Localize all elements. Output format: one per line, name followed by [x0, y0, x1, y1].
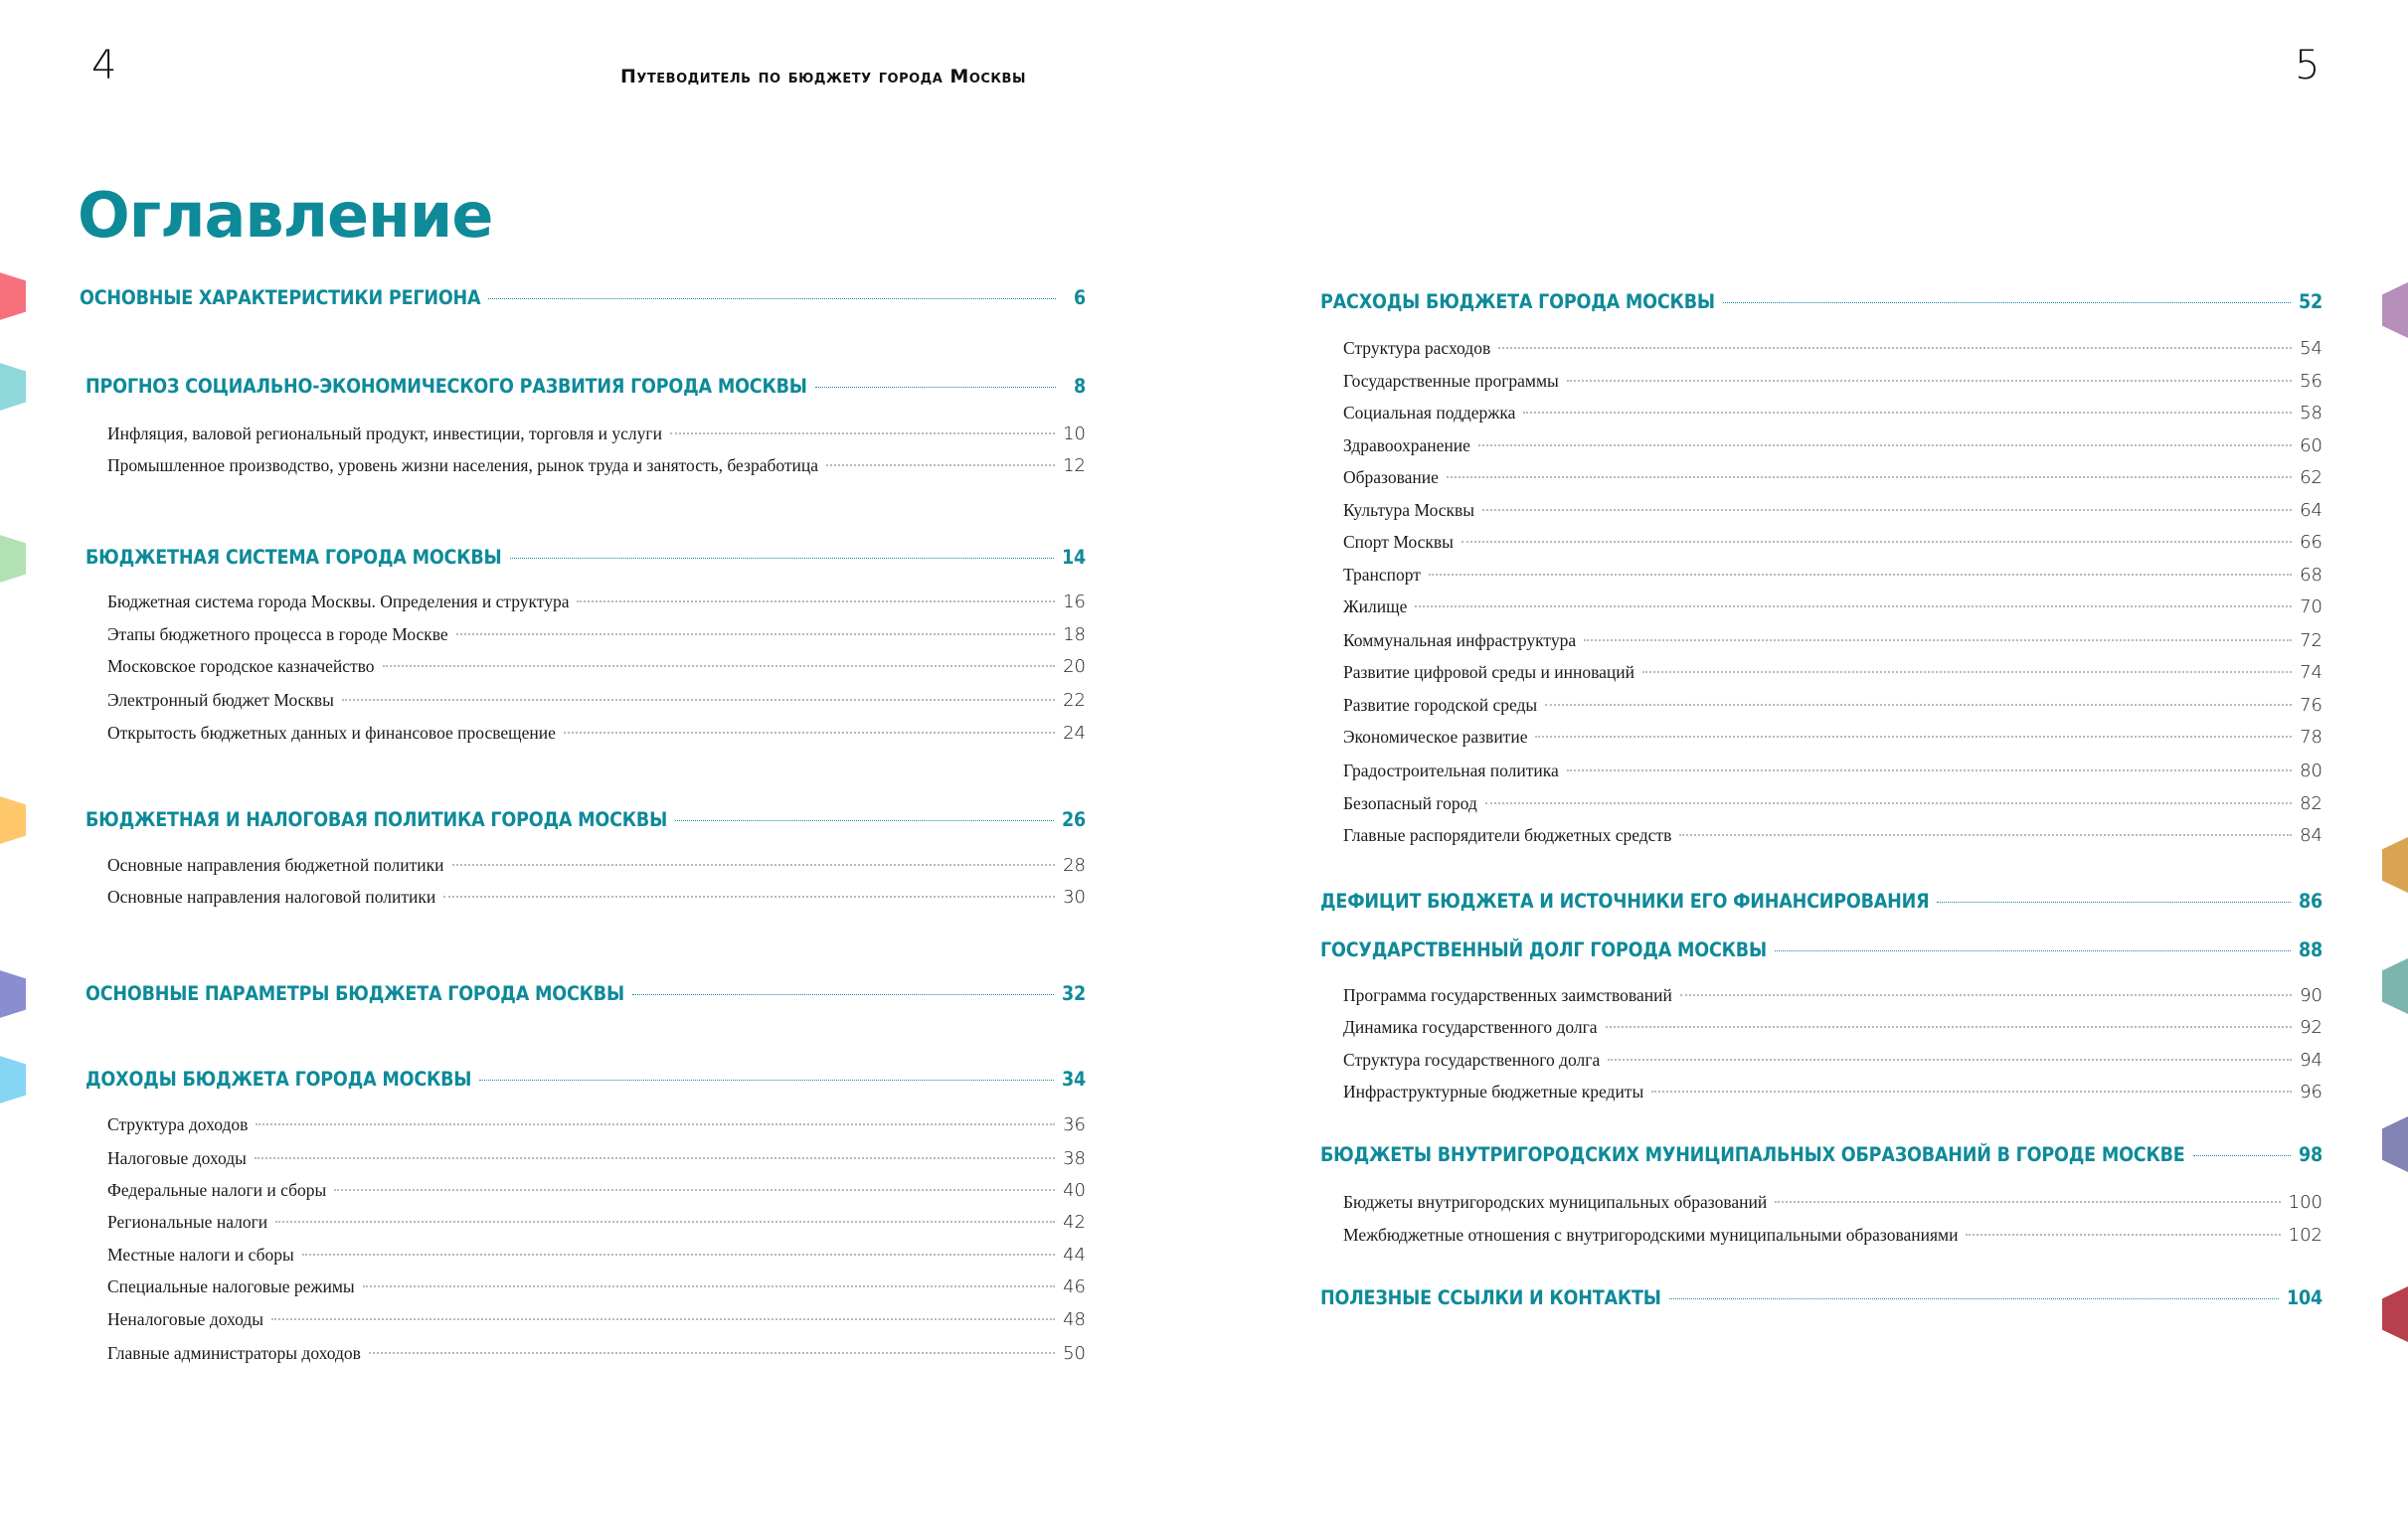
- toc-entry-label: Специальные налоговые режимы: [107, 1276, 355, 1296]
- dot-leader: [564, 732, 1055, 734]
- toc-entry-label: Налоговые доходы: [107, 1148, 247, 1168]
- dot-leader: [1606, 1026, 2293, 1028]
- toc-entry-link[interactable]: [1343, 596, 2322, 626]
- toc-entry-label: Коммунальная инфраструктура: [1343, 630, 1577, 650]
- section-tab-hexagon-icon: [0, 359, 26, 415]
- dot-leader: [1482, 509, 2292, 511]
- toc-page-number: 60: [2300, 435, 2322, 456]
- toc-entry-link[interactable]: [1343, 630, 2322, 660]
- toc-page-number: 8: [1073, 375, 1086, 398]
- toc-entry-link[interactable]: [1343, 695, 2322, 725]
- dot-leader: [1651, 1091, 2292, 1093]
- dot-leader: [1523, 412, 2292, 414]
- toc-entry-label: Этапы бюджетного процесса в городе Москве: [107, 624, 448, 644]
- toc-page-number: 80: [2300, 761, 2322, 781]
- toc-page-number: 48: [1063, 1309, 1086, 1330]
- toc-entry-link[interactable]: [1343, 1050, 2322, 1080]
- dot-leader: [1415, 605, 2292, 607]
- toc-entry-label: Градостроительная политика: [1343, 761, 1559, 780]
- toc-entry-label: Государственные программы: [1343, 371, 1559, 391]
- toc-page-number: 14: [1061, 546, 1086, 569]
- toc-entry-link[interactable]: [1343, 727, 2322, 757]
- toc-entry-label: Инфляция, валовой региональный продукт, инвестиции, торговля и услуги: [107, 424, 662, 443]
- toc-page-number: 50: [1063, 1343, 1086, 1364]
- dot-leader: [1545, 704, 2292, 706]
- toc-page-number: 78: [2300, 727, 2322, 748]
- dot-leader: [1642, 671, 2292, 673]
- dot-leader: [271, 1318, 1055, 1320]
- toc-heading-link[interactable]: [1320, 1143, 2322, 1173]
- dot-leader: [256, 1123, 1055, 1125]
- toc-page-number: 26: [1061, 808, 1086, 831]
- dot-leader: [1608, 1059, 2292, 1061]
- dot-leader: [302, 1254, 1055, 1256]
- toc-entry-link[interactable]: [1343, 1225, 2322, 1255]
- toc-entry-label: Бюджетная система города Москвы. Определения и структура: [107, 592, 570, 611]
- toc-entry-link[interactable]: [107, 1276, 1086, 1306]
- dot-leader: [1669, 1298, 2279, 1299]
- dot-leader: [452, 864, 1056, 866]
- toc-heading-link[interactable]: [86, 546, 1086, 576]
- section-tab-hexagon-icon: [0, 268, 26, 324]
- toc-page-number: 62: [2300, 467, 2322, 488]
- toc-entry-label: Жилище: [1343, 596, 1408, 616]
- dot-leader: [1567, 380, 2292, 382]
- toc-entry-link[interactable]: [1343, 793, 2322, 823]
- toc-entry-link[interactable]: [107, 1245, 1086, 1274]
- toc-page-number: 104: [2286, 1286, 2322, 1309]
- dot-leader: [383, 665, 1056, 667]
- toc-entry-label: Основные направления налоговой политики: [107, 887, 436, 907]
- toc-page-number: 38: [1063, 1148, 1086, 1169]
- toc-heading-label: ОСНОВНЫЕ ХАРАКТЕРИСТИКИ РЕГИОНА: [80, 286, 481, 309]
- toc-heading-label: ДЕФИЦИТ БЮДЖЕТА И ИСТОЧНИКИ ЕГО ФИНАНСИРОВАНИЯ: [1320, 890, 1930, 913]
- toc-entry-link[interactable]: [107, 1343, 1086, 1373]
- toc-entry-link[interactable]: [107, 887, 1086, 917]
- toc-title: Оглавление: [78, 179, 493, 252]
- toc-entry-label: Региональные налоги: [107, 1212, 268, 1232]
- toc-entry-link[interactable]: [1343, 338, 2322, 368]
- toc-page-number: 72: [2300, 630, 2322, 651]
- toc-heading-link[interactable]: [1320, 1286, 2322, 1316]
- toc-heading-link[interactable]: [86, 808, 1086, 838]
- toc-page-number: 12: [1063, 455, 1086, 476]
- toc-entry-link[interactable]: [107, 1309, 1086, 1339]
- toc-page-number: 100: [2288, 1192, 2322, 1213]
- toc-page-number: 98: [2298, 1143, 2322, 1166]
- toc-page-number: 86: [2298, 890, 2322, 913]
- dot-leader: [1775, 950, 2291, 951]
- toc-entry-label: Федеральные налоги и сборы: [107, 1180, 327, 1200]
- toc-heading-link[interactable]: [1320, 290, 2322, 320]
- dot-leader: [443, 896, 1055, 898]
- dot-leader: [1723, 302, 2291, 303]
- toc-entry-label: Структура доходов: [107, 1114, 249, 1134]
- toc-entry-link[interactable]: [1343, 761, 2322, 790]
- dot-leader: [275, 1221, 1055, 1223]
- dot-leader: [255, 1157, 1055, 1159]
- toc-entry-link[interactable]: [107, 656, 1086, 686]
- toc-heading-label: ДОХОДЫ БЮДЖЕТА ГОРОДА МОСКВЫ: [86, 1068, 472, 1091]
- toc-page-number: 74: [2300, 662, 2322, 683]
- toc-entry-label: Электронный бюджет Москвы: [107, 690, 334, 710]
- toc-entry-link[interactable]: [1343, 565, 2322, 594]
- toc-page-number: 36: [1063, 1114, 1086, 1135]
- dot-leader: [488, 298, 1056, 299]
- section-tab-hexagon-icon: [2382, 282, 2408, 338]
- toc-entry-label: Развитие цифровой среды и инноваций: [1343, 662, 1634, 682]
- toc-heading-link[interactable]: [80, 286, 1086, 316]
- toc-heading-link[interactable]: [1320, 938, 2322, 968]
- dot-leader: [670, 432, 1055, 434]
- toc-entry-link[interactable]: [107, 1180, 1086, 1210]
- section-tab-hexagon-icon: [0, 1052, 26, 1107]
- dot-leader: [1447, 476, 2292, 478]
- toc-heading-link[interactable]: [1320, 890, 2322, 920]
- toc-heading-label: ГОСУДАРСТВЕННЫЙ ДОЛГ ГОРОДА МОСКВЫ: [1320, 938, 1767, 961]
- toc-page-number: 44: [1063, 1245, 1086, 1266]
- dot-leader: [1937, 902, 2291, 903]
- toc-entry-link[interactable]: [1343, 985, 2322, 1015]
- dot-leader: [363, 1285, 1055, 1287]
- section-tab-hexagon-icon: [0, 966, 26, 1022]
- toc-page-number: 68: [2300, 565, 2322, 586]
- toc-heading-label: ПОЛЕЗНЫЕ ССЫЛКИ И КОНТАКТЫ: [1320, 1286, 1661, 1309]
- toc-page-number: 92: [2300, 1017, 2322, 1038]
- dot-leader: [815, 387, 1056, 388]
- toc-entry-label: Здравоохранение: [1343, 435, 1470, 455]
- toc-entry-link[interactable]: [107, 1114, 1086, 1144]
- toc-entry-label: Транспорт: [1343, 565, 1421, 585]
- toc-entry-label: Главные администраторы доходов: [107, 1343, 361, 1363]
- toc-entry-label: Основные направления бюджетной политики: [107, 855, 444, 875]
- toc-entry-label: Бюджеты внутригородских муниципальных образований: [1343, 1192, 1768, 1212]
- section-tab-hexagon-icon: [0, 792, 26, 848]
- toc-page-number: 88: [2298, 938, 2322, 961]
- dot-leader: [1485, 802, 2292, 804]
- dot-leader: [1680, 994, 2292, 996]
- toc-page-number: 30: [1063, 887, 1086, 908]
- toc-page-number: 40: [1063, 1180, 1086, 1201]
- toc-page-number: 70: [2300, 596, 2322, 617]
- toc-entry-label: Межбюджетные отношения с внутригородскими муниципальными образованиями: [1343, 1225, 1959, 1245]
- dot-leader: [1775, 1201, 2280, 1203]
- toc-page-number: 24: [1063, 723, 1086, 744]
- toc-entry-label: Главные распорядители бюджетных средств: [1343, 825, 1672, 845]
- dot-leader: [342, 699, 1055, 701]
- toc-heading-label: РАСХОДЫ БЮДЖЕТА ГОРОДА МОСКВЫ: [1320, 290, 1715, 313]
- toc-entry-label: Экономическое развитие: [1343, 727, 1528, 747]
- toc-entry-label: Неналоговые доходы: [107, 1309, 264, 1329]
- toc-page-number: 18: [1063, 624, 1086, 645]
- toc-entry-link[interactable]: [1343, 1082, 2322, 1111]
- toc-page-number: 46: [1063, 1276, 1086, 1297]
- toc-entry-link[interactable]: [107, 624, 1086, 654]
- dot-leader: [2193, 1155, 2291, 1156]
- dot-leader: [1498, 347, 2292, 349]
- dot-leader: [675, 820, 1054, 821]
- toc-page-number: 56: [2300, 371, 2322, 392]
- toc-entry-label: Местные налоги и сборы: [107, 1245, 294, 1265]
- toc-entry-label: Образование: [1343, 467, 1439, 487]
- dot-leader: [1462, 541, 2292, 543]
- toc-page-number: 82: [2300, 793, 2322, 814]
- dot-leader: [479, 1080, 1054, 1081]
- toc-entry-link[interactable]: [107, 455, 1086, 485]
- toc-entry-label: Промышленное производство, уровень жизни населения, рынок труда и занятость, безработица: [107, 455, 819, 475]
- dot-leader: [632, 994, 1054, 995]
- toc-entry-label: Динамика государственного долга: [1343, 1017, 1598, 1037]
- section-tab-hexagon-icon: [2382, 837, 2408, 893]
- toc-heading-label: БЮДЖЕТНАЯ СИСТЕМА ГОРОДА МОСКВЫ: [86, 546, 502, 569]
- toc-page-number: 6: [1073, 286, 1086, 309]
- toc-heading-link[interactable]: [86, 1068, 1086, 1098]
- toc-page-number: 20: [1063, 656, 1086, 677]
- toc-entry-label: Безопасный город: [1343, 793, 1477, 813]
- dot-leader: [510, 558, 1054, 559]
- toc-entry-link[interactable]: [1343, 500, 2322, 530]
- toc-page-number: 90: [2300, 985, 2322, 1006]
- dot-leader: [1429, 574, 2292, 576]
- toc-entry-label: Открытость бюджетных данных и финансовое просвещение: [107, 723, 556, 743]
- toc-page-number: 64: [2300, 500, 2322, 521]
- left-page-number: 4: [91, 43, 117, 88]
- toc-entry-label: Социальная поддержка: [1343, 403, 1516, 423]
- dot-leader: [456, 633, 1055, 635]
- toc-entry-label: Культура Москвы: [1343, 500, 1475, 520]
- dot-leader: [1478, 444, 2292, 446]
- toc-page-number: 76: [2300, 695, 2322, 716]
- dot-leader: [1584, 639, 2292, 641]
- section-tab-hexagon-icon: [0, 531, 26, 587]
- toc-entry-label: Программа государственных заимствований: [1343, 985, 1672, 1005]
- toc-page-number: 84: [2300, 825, 2322, 846]
- toc-entry-link[interactable]: [107, 424, 1086, 453]
- dot-leader: [369, 1352, 1055, 1354]
- toc-page-number: 34: [1061, 1068, 1086, 1091]
- dot-leader: [826, 464, 1055, 466]
- toc-page-number: 28: [1063, 855, 1086, 876]
- toc-entry-link[interactable]: [107, 1148, 1086, 1178]
- toc-entry-label: Структура расходов: [1343, 338, 1491, 358]
- running-title: Путеводитель по бюджету города Москвы: [620, 66, 1026, 87]
- right-page-number: 5: [2295, 43, 2321, 88]
- toc-heading-link[interactable]: [86, 982, 1086, 1012]
- toc-page-number: 22: [1063, 690, 1086, 711]
- toc-page-number: 16: [1063, 592, 1086, 612]
- toc-heading-label: БЮДЖЕТЫ ВНУТРИГОРОДСКИХ МУНИЦИПАЛЬНЫХ ОБРАЗОВАНИЙ В ГОРОДЕ МОСКВЕ: [1320, 1143, 2185, 1166]
- toc-entry-link[interactable]: [1343, 435, 2322, 465]
- toc-entry-link[interactable]: [1343, 532, 2322, 562]
- toc-entry-link[interactable]: [1343, 467, 2322, 497]
- toc-entry-link[interactable]: [107, 855, 1086, 885]
- toc-page-number: 66: [2300, 532, 2322, 553]
- toc-page-number: 96: [2300, 1082, 2322, 1103]
- toc-page-number: 94: [2300, 1050, 2322, 1071]
- toc-entry-link[interactable]: [1343, 1017, 2322, 1047]
- dot-leader: [1966, 1234, 2280, 1236]
- toc-page-number: 32: [1061, 982, 1086, 1005]
- toc-page-number: 10: [1063, 424, 1086, 444]
- section-tab-hexagon-icon: [2382, 1286, 2408, 1342]
- toc-entry-link[interactable]: [1343, 371, 2322, 401]
- toc-entry-link[interactable]: [1343, 825, 2322, 855]
- toc-entry-label: Инфраструктурные бюджетные кредиты: [1343, 1082, 1644, 1102]
- toc-entry-link[interactable]: [1343, 662, 2322, 692]
- dot-leader: [334, 1189, 1055, 1191]
- toc-entry-label: Развитие городской среды: [1343, 695, 1538, 715]
- toc-page-number: 54: [2300, 338, 2322, 359]
- toc-entry-link[interactable]: [107, 723, 1086, 753]
- toc-page-number: 102: [2288, 1225, 2322, 1246]
- dot-leader: [577, 600, 1055, 602]
- toc-heading-label: ПРОГНОЗ СОЦИАЛЬНО-ЭКОНОМИЧЕСКОГО РАЗВИТИЯ ГОРОДА МОСКВЫ: [86, 375, 807, 398]
- toc-page-number: 52: [2298, 290, 2322, 313]
- dot-leader: [1535, 736, 2292, 738]
- toc-entry-link[interactable]: [1343, 403, 2322, 432]
- dot-leader: [1679, 834, 2292, 836]
- toc-heading-label: ОСНОВНЫЕ ПАРАМЕТРЫ БЮДЖЕТА ГОРОДА МОСКВЫ: [86, 982, 624, 1005]
- section-tab-hexagon-icon: [2382, 1116, 2408, 1172]
- toc-entry-label: Спорт Москвы: [1343, 532, 1454, 552]
- toc-entry-label: Структура государственного долга: [1343, 1050, 1601, 1070]
- toc-heading-label: БЮДЖЕТНАЯ И НАЛОГОВАЯ ПОЛИТИКА ГОРОДА МОСКВЫ: [86, 808, 668, 831]
- toc-entry-link[interactable]: [107, 592, 1086, 621]
- toc-heading-link[interactable]: [86, 375, 1086, 405]
- toc-entry-link[interactable]: [107, 690, 1086, 720]
- toc-entry-label: Московское городское казначейство: [107, 656, 375, 676]
- toc-entry-link[interactable]: [1343, 1192, 2322, 1222]
- toc-entry-link[interactable]: [107, 1212, 1086, 1242]
- toc-page-number: 58: [2300, 403, 2322, 424]
- dot-leader: [1567, 769, 2292, 771]
- section-tab-hexagon-icon: [2382, 958, 2408, 1014]
- toc-page-number: 42: [1063, 1212, 1086, 1233]
